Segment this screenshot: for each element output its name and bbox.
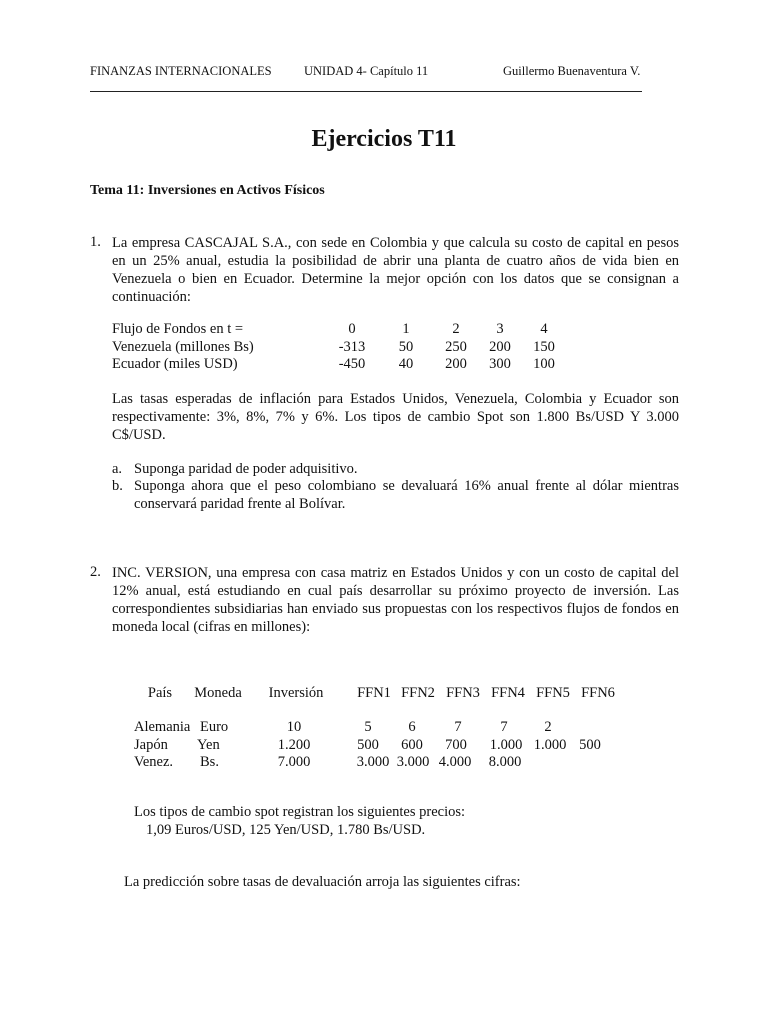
subitem-text: Suponga ahora que el peso colombiano se devaluará 16% anual frente al dólar mientras conservará paridad frente al Bolívar. [134, 478, 679, 512]
q1-cell: 200 [445, 356, 467, 372]
section-heading: Tema 11: Inversiones en Activos Físicos [90, 183, 325, 198]
table-row [0, 718, 768, 736]
q1-period: 0 [348, 321, 356, 337]
q2-ffn: 8.000 [488, 754, 522, 770]
q2-ffn: 4.000 [438, 754, 472, 770]
q2-moneda: Bs. [200, 754, 219, 770]
q2-pais: Venez. [134, 754, 174, 770]
q2-col-header: Inversión [268, 685, 324, 701]
q1-cell: 250 [445, 339, 467, 355]
q2-ffn: 7 [500, 719, 508, 735]
q2-moneda: Euro [200, 719, 229, 735]
q1-period: 4 [540, 321, 548, 337]
q1-cell: 100 [533, 356, 555, 372]
q1-period: 3 [496, 321, 504, 337]
q1-cell: 150 [533, 339, 555, 355]
q1-cell: 50 [398, 339, 414, 355]
header-unit: UNIDAD 4- Capítulo 11 [304, 64, 429, 78]
page-title: Ejercicios T11 [311, 126, 457, 152]
q1-number: 1. [90, 234, 101, 250]
subitem-label: b. [112, 478, 123, 494]
q2-ffn: 1.000 [489, 737, 523, 753]
subitem-text: Suponga paridad de poder adquisitivo. [134, 461, 358, 477]
q2-ffn: 1.000 [533, 737, 567, 753]
q2-col-header: FFN3 [446, 685, 480, 701]
q2-col-header: FFN2 [401, 685, 435, 701]
table-row [112, 355, 572, 373]
q2-spot-intro: Los tipos de cambio spot registran los siguientes precios: [134, 804, 466, 820]
q2-spot-values: 1,09 Euros/USD, 125 Yen/USD, 1.780 Bs/USD. [146, 822, 426, 838]
q1-text: La empresa CASCAJAL S.A., con sede en Colombia y que calcula su costo de capital en pesos en un 25% anual, estudia la posibilidad de abrir una planta de cuatro años de vida bien en Venezuela o bien en Ecuador. Determine la mejor opción con los datos que se consignan a continuación: [112, 235, 679, 305]
q1-cell: 300 [489, 356, 511, 372]
header-author: Guillermo Buenaventura V. [503, 64, 641, 78]
q2-col-header: FFN6 [581, 685, 615, 701]
q2-inversion: 10 [286, 719, 302, 735]
q1-row-label: Ecuador (miles USD) [112, 356, 238, 372]
q2-ffn: 7 [454, 719, 462, 735]
q2-col-header: FFN1 [357, 685, 391, 701]
q1-cell: 40 [398, 356, 414, 372]
q2-col-header: Moneda [194, 685, 242, 701]
q2-ffn: 5 [364, 719, 372, 735]
q1-header-label: Flujo de Fondos en t = [112, 321, 244, 337]
header-rule [90, 91, 642, 92]
q2-ffn: 600 [401, 737, 423, 753]
q2-ffn: 500 [357, 737, 379, 753]
q1-period: 2 [452, 321, 460, 337]
q2-table-header [0, 684, 768, 702]
q2-col-header: FFN5 [536, 685, 570, 701]
table-row [0, 736, 768, 754]
q1-inflation-text: Las tasas esperadas de inflación para Estados Unidos, Venezuela, Colombia y Ecuador son respectivamente: 3%, 8%, 7% y 6%. Los tipos de cambio Spot son 1.800 Bs/USD Y 3.000 C$/USD. [112, 391, 679, 443]
subitem-label: a. [112, 461, 123, 477]
q2-text: INC. VERSION, una empresa con casa matriz en Estados Unidos y con un costo de capital del 12% anual, está estudiando en cual país desarrollar su próximo proyecto de inversión. Las correspondientes subsidiarias han enviado sus propuestas con los respectivos flujos de fondos en moneda local (cifras en millones): [112, 565, 679, 635]
q2-inversion: 7.000 [277, 754, 311, 770]
header-course: FINANZAS INTERNACIONALES [90, 64, 272, 78]
q1-period: 1 [402, 321, 410, 337]
q1-periods-row [112, 320, 572, 338]
table-row [112, 338, 572, 356]
q2-pais: Japón [134, 737, 168, 753]
q2-prediction: La predicción sobre tasas de devaluación arroja las siguientes cifras: [124, 874, 521, 890]
q2-ffn: 6 [408, 719, 416, 735]
q2-ffn: 3.000 [356, 754, 390, 770]
q2-moneda: Yen [197, 737, 220, 753]
table-row [0, 753, 768, 771]
q2-ffn: 500 [579, 737, 601, 753]
q2-number: 2. [90, 564, 101, 580]
q2-ffn: 700 [445, 737, 467, 753]
q1-cell: 200 [489, 339, 511, 355]
q2-col-header: FFN4 [491, 685, 525, 701]
q1-cell: -313 [338, 339, 366, 355]
q1-cell: -450 [338, 356, 366, 372]
q2-ffn: 2 [544, 719, 552, 735]
q2-inversion: 1.200 [277, 737, 311, 753]
q2-ffn: 3.000 [396, 754, 430, 770]
q1-row-label: Venezuela (millones Bs) [112, 339, 254, 355]
q2-col-header: País [147, 685, 173, 701]
q2-pais: Alemania [134, 719, 191, 735]
